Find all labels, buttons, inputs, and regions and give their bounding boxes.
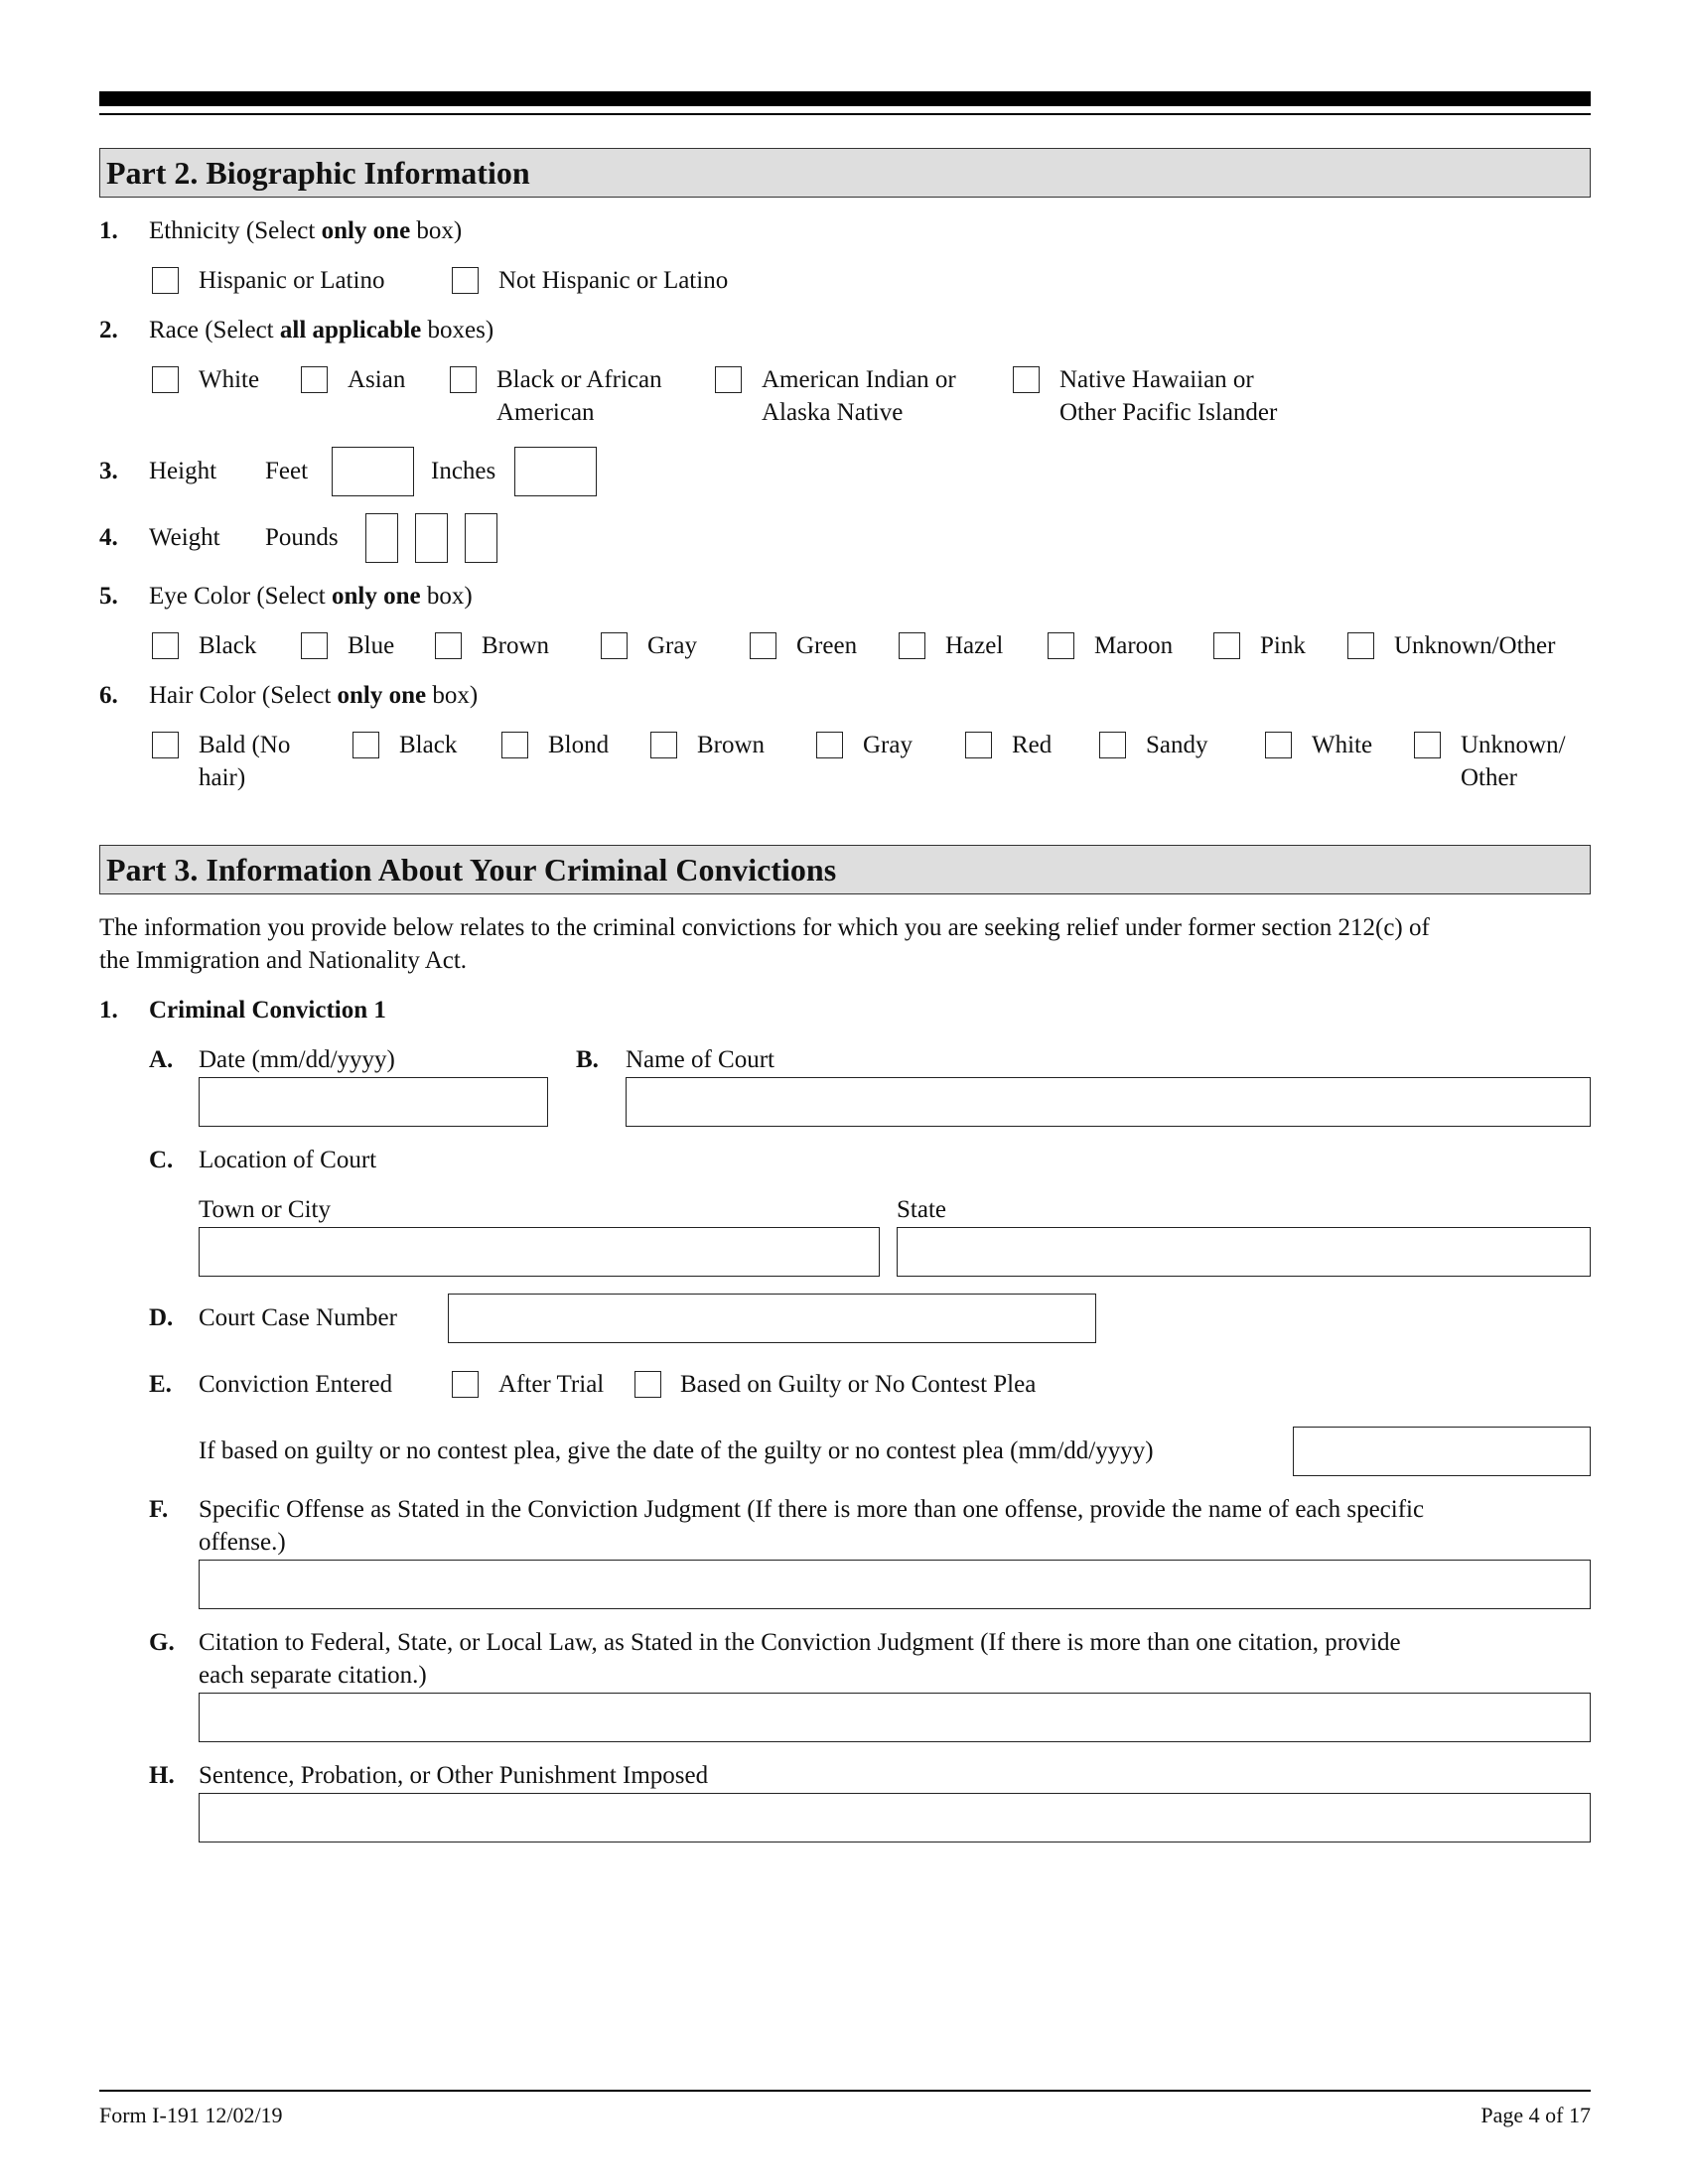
hair-gray-label: Gray xyxy=(863,732,913,758)
hair-black-label: Black xyxy=(399,732,458,758)
form-id: Form I-191 12/02/19 xyxy=(99,2103,283,2127)
part3-intro-line1: The information you provide below relates to the criminal convictions for which you are seeking relief under former section 212(c) of xyxy=(99,914,1430,941)
date-label: Date (mm/dd/yyyy) xyxy=(199,1046,395,1073)
race-native-hawaiian-label-line1: Native Hawaiian or xyxy=(1059,366,1254,393)
race-asian-label: Asian xyxy=(348,366,406,393)
weight-pounds-label: Pounds xyxy=(265,524,339,551)
hair-unknown-label-line2: Other xyxy=(1461,764,1517,791)
part2-title: Part 2. Biographic Information xyxy=(106,155,530,191)
ethnicity-hispanic-label: Hispanic or Latino xyxy=(199,267,385,294)
race-american-indian-label-line1: American Indian or xyxy=(762,366,956,393)
citation-label-line1: Citation to Federal, State, or Local Law, as Stated in the Conviction Judgment (If there is more than one citation, provide xyxy=(199,1629,1401,1656)
state-label: State xyxy=(897,1196,946,1223)
conviction-number: 1. xyxy=(99,997,118,1024)
weight-digit-1-input[interactable] xyxy=(365,513,398,563)
eye-brown-label: Brown xyxy=(482,632,550,659)
court-name-label: Name of Court xyxy=(626,1046,774,1073)
height-inches-input[interactable] xyxy=(514,447,597,496)
eye-unknown-checkbox[interactable] xyxy=(1347,632,1374,659)
eye-hazel-label: Hazel xyxy=(945,632,1004,659)
hair-brown-label: Brown xyxy=(697,732,766,758)
conviction-entered-label: Conviction Entered xyxy=(199,1371,393,1398)
eye-blue-checkbox[interactable] xyxy=(301,632,328,659)
top-thin-rule xyxy=(99,113,1591,115)
citation-input[interactable] xyxy=(199,1693,1591,1742)
item-d-letter: D. xyxy=(149,1304,174,1331)
race-american-indian-checkbox[interactable] xyxy=(715,366,742,393)
hair-sandy-label: Sandy xyxy=(1146,732,1208,758)
sentence-input[interactable] xyxy=(199,1793,1591,1843)
race-black-label-line2: American xyxy=(496,399,595,426)
offense-label-line1: Specific Offense as Stated in the Conviction Judgment (If there is more than one offense, provide the name of each specific xyxy=(199,1496,1425,1523)
height-feet-input[interactable] xyxy=(332,447,414,496)
hair-unknown-checkbox[interactable] xyxy=(1414,732,1441,758)
hair-bald-checkbox[interactable] xyxy=(152,732,179,758)
q5-number: 5. xyxy=(99,583,118,610)
guilty-plea-checkbox[interactable] xyxy=(634,1371,661,1398)
top-thick-rule xyxy=(99,91,1591,106)
race-white-label: White xyxy=(199,366,260,393)
hair-black-checkbox[interactable] xyxy=(352,732,379,758)
item-f-letter: F. xyxy=(149,1496,169,1523)
guilty-plea-label: Based on Guilty or No Contest Plea xyxy=(680,1371,1037,1398)
hair-blond-checkbox[interactable] xyxy=(501,732,528,758)
race-white-checkbox[interactable] xyxy=(152,366,179,393)
eye-black-checkbox[interactable] xyxy=(152,632,179,659)
eye-brown-checkbox[interactable] xyxy=(435,632,462,659)
eye-black-label: Black xyxy=(199,632,257,659)
q2-number: 2. xyxy=(99,317,118,343)
hair-gray-checkbox[interactable] xyxy=(816,732,843,758)
q5-label: Eye Color (Select only one box) xyxy=(149,583,473,610)
part3-header xyxy=(99,845,1591,894)
offense-input[interactable] xyxy=(199,1560,1591,1609)
race-black-checkbox[interactable] xyxy=(450,366,477,393)
plea-date-input[interactable] xyxy=(1293,1427,1591,1476)
hair-sandy-checkbox[interactable] xyxy=(1099,732,1126,758)
conviction-date-input[interactable] xyxy=(199,1077,548,1127)
item-a-letter: A. xyxy=(149,1046,174,1073)
town-city-label: Town or City xyxy=(199,1196,331,1223)
ethnicity-hispanic-checkbox[interactable] xyxy=(152,267,179,294)
item-e-letter: E. xyxy=(149,1371,172,1398)
after-trial-label: After Trial xyxy=(498,1371,605,1398)
eye-pink-checkbox[interactable] xyxy=(1213,632,1240,659)
court-case-number-input[interactable] xyxy=(448,1294,1096,1343)
q6-label: Hair Color (Select only one box) xyxy=(149,682,479,709)
item-c-letter: C. xyxy=(149,1147,174,1173)
footer-rule xyxy=(99,2090,1591,2092)
part2-header xyxy=(99,148,1591,198)
eye-pink-label: Pink xyxy=(1260,632,1306,659)
after-trial-checkbox[interactable] xyxy=(452,1371,479,1398)
item-b-letter: B. xyxy=(576,1046,599,1073)
eye-maroon-label: Maroon xyxy=(1094,632,1174,659)
plea-date-label: If based on guilty or no contest plea, give the date of the guilty or no contest plea (mm/dd/yyyy) xyxy=(199,1437,1154,1464)
hair-bald-label-line1: Bald (No xyxy=(199,732,291,758)
conviction-title: Criminal Conviction 1 xyxy=(149,997,386,1024)
eye-hazel-checkbox[interactable] xyxy=(899,632,925,659)
q6-number: 6. xyxy=(99,682,118,709)
q3-number: 3. xyxy=(99,458,118,484)
hair-white-label: White xyxy=(1312,732,1373,758)
hair-red-label: Red xyxy=(1012,732,1053,758)
eye-green-label: Green xyxy=(796,632,858,659)
item-g-letter: G. xyxy=(149,1629,175,1656)
race-american-indian-label-line2: Alaska Native xyxy=(762,399,904,426)
eye-gray-checkbox[interactable] xyxy=(601,632,628,659)
q1-label: Ethnicity (Select only one box) xyxy=(149,217,463,244)
q4-number: 4. xyxy=(99,524,118,551)
weight-digit-3-input[interactable] xyxy=(465,513,497,563)
court-name-input[interactable] xyxy=(626,1077,1591,1127)
court-location-label: Location of Court xyxy=(199,1147,377,1173)
q2-label: Race (Select all applicable boxes) xyxy=(149,317,494,343)
weight-label: Weight xyxy=(149,524,220,551)
hair-unknown-label-line1: Unknown/ xyxy=(1461,732,1566,758)
eye-blue-label: Blue xyxy=(348,632,395,659)
part3-title: Part 3. Information About Your Criminal Convictions xyxy=(106,852,837,887)
eye-maroon-checkbox[interactable] xyxy=(1048,632,1074,659)
eye-green-checkbox[interactable] xyxy=(750,632,776,659)
height-inches-label: Inches xyxy=(431,458,496,484)
race-asian-checkbox[interactable] xyxy=(301,366,328,393)
race-native-hawaiian-label-line2: Other Pacific Islander xyxy=(1059,399,1278,426)
citation-label-line2: each separate citation.) xyxy=(199,1662,427,1689)
item-h-letter: H. xyxy=(149,1762,175,1789)
hair-blond-label: Blond xyxy=(548,732,610,758)
eye-gray-label: Gray xyxy=(647,632,697,659)
weight-digit-2-input[interactable] xyxy=(415,513,448,563)
race-black-label-line1: Black or African xyxy=(496,366,662,393)
ethnicity-not-hispanic-checkbox[interactable] xyxy=(452,267,479,294)
state-input[interactable] xyxy=(897,1227,1591,1277)
height-feet-label: Feet xyxy=(265,458,309,484)
town-city-input[interactable] xyxy=(199,1227,880,1277)
hair-brown-checkbox[interactable] xyxy=(650,732,677,758)
ethnicity-not-hispanic-label: Not Hispanic or Latino xyxy=(498,267,729,294)
eye-unknown-label: Unknown/Other xyxy=(1394,632,1556,659)
page-number: Page 4 of 17 xyxy=(1480,2103,1591,2127)
hair-bald-label-line2: hair) xyxy=(199,764,246,791)
part3-intro-line2: the Immigration and Nationality Act. xyxy=(99,947,468,974)
sentence-label: Sentence, Probation, or Other Punishment Imposed xyxy=(199,1762,709,1789)
hair-red-checkbox[interactable] xyxy=(965,732,992,758)
race-native-hawaiian-checkbox[interactable] xyxy=(1013,366,1040,393)
hair-white-checkbox[interactable] xyxy=(1265,732,1292,758)
q1-number: 1. xyxy=(99,217,118,244)
offense-label-line2: offense.) xyxy=(199,1529,286,1556)
height-label: Height xyxy=(149,458,217,484)
case-number-label: Court Case Number xyxy=(199,1304,397,1331)
